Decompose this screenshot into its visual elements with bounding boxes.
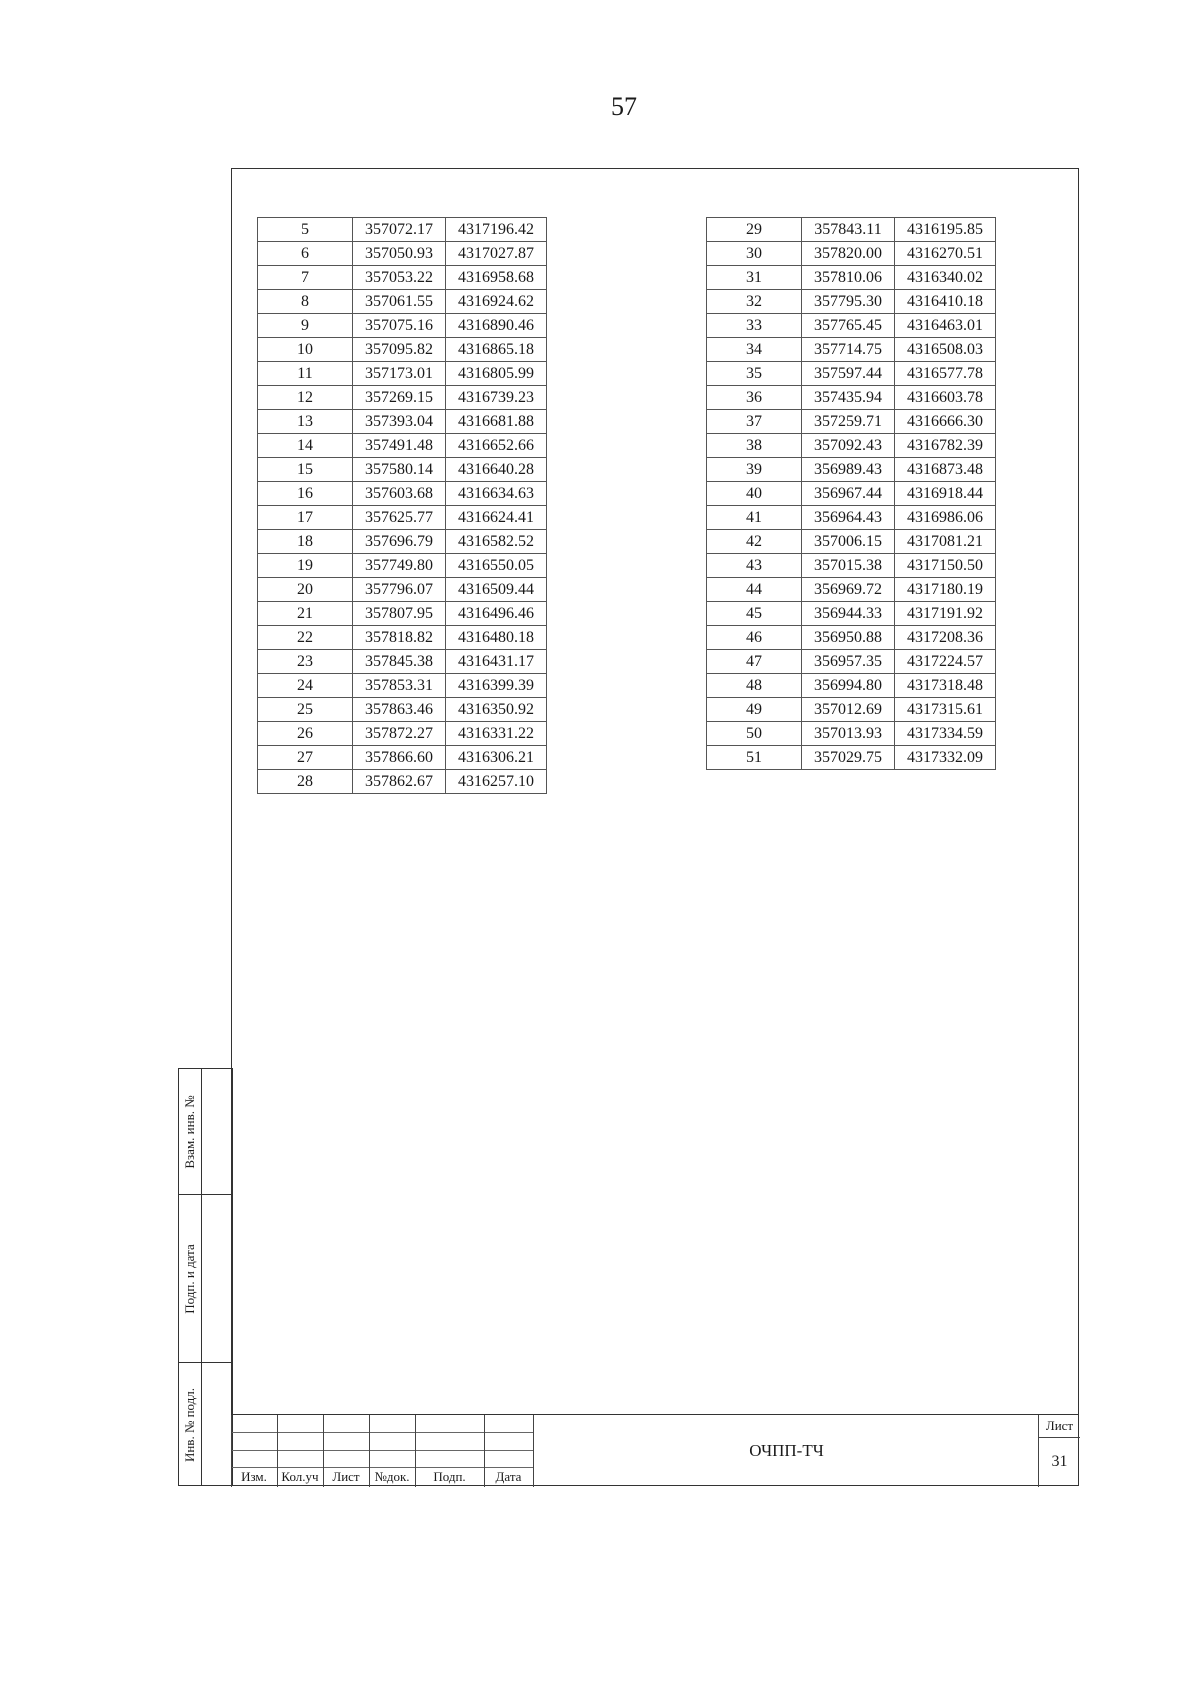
y-coordinate-cell: 4316577.78 bbox=[895, 362, 996, 386]
table-row bbox=[707, 338, 996, 362]
table-row bbox=[258, 650, 547, 674]
x-coordinate-cell: 356989.43 bbox=[802, 458, 895, 482]
x-coordinate-cell: 357843.11 bbox=[802, 218, 895, 242]
table-row bbox=[258, 554, 547, 578]
point-number-cell: 41 bbox=[707, 506, 802, 530]
table-row bbox=[707, 554, 996, 578]
table-row bbox=[707, 482, 996, 506]
point-number-cell: 8 bbox=[258, 290, 353, 314]
table-row bbox=[707, 530, 996, 554]
point-number-cell: 16 bbox=[258, 482, 353, 506]
sheet-label: Лист bbox=[1039, 1415, 1080, 1438]
table-row bbox=[707, 410, 996, 434]
table-row bbox=[258, 698, 547, 722]
inv-podl-label: Инв. № подл. bbox=[182, 1387, 197, 1463]
y-coordinate-cell: 4316666.30 bbox=[895, 410, 996, 434]
table-row bbox=[258, 506, 547, 530]
stamp-header-list: Лист bbox=[332, 1469, 360, 1484]
x-coordinate-cell: 357696.79 bbox=[353, 530, 446, 554]
x-coordinate-cell: 356969.72 bbox=[802, 578, 895, 602]
table-row bbox=[707, 698, 996, 722]
point-number-cell: 23 bbox=[258, 650, 353, 674]
y-coordinate-cell: 4317334.59 bbox=[895, 722, 996, 746]
coordinates-table-right bbox=[706, 217, 996, 770]
y-coordinate-cell: 4316410.18 bbox=[895, 290, 996, 314]
x-coordinate-cell: 356994.80 bbox=[802, 674, 895, 698]
y-coordinate-cell: 4316508.03 bbox=[895, 338, 996, 362]
point-number-cell: 7 bbox=[258, 266, 353, 290]
x-coordinate-cell: 357862.67 bbox=[353, 770, 446, 794]
point-number-cell: 47 bbox=[707, 650, 802, 674]
x-coordinate-cell: 357603.68 bbox=[353, 482, 446, 506]
point-number-cell: 29 bbox=[707, 218, 802, 242]
table-row bbox=[258, 626, 547, 650]
x-coordinate-cell: 357013.93 bbox=[802, 722, 895, 746]
point-number-cell: 34 bbox=[707, 338, 802, 362]
y-coordinate-cell: 4317081.21 bbox=[895, 530, 996, 554]
point-number-cell: 37 bbox=[707, 410, 802, 434]
point-number-cell: 43 bbox=[707, 554, 802, 578]
x-coordinate-cell: 357269.15 bbox=[353, 386, 446, 410]
y-coordinate-cell: 4316195.85 bbox=[895, 218, 996, 242]
table-row bbox=[707, 458, 996, 482]
table-row bbox=[707, 266, 996, 290]
y-coordinate-cell: 4316509.44 bbox=[446, 578, 547, 602]
coordinates-table-left bbox=[257, 217, 547, 794]
point-number-cell: 27 bbox=[258, 746, 353, 770]
x-coordinate-cell: 357807.95 bbox=[353, 602, 446, 626]
point-number-cell: 35 bbox=[707, 362, 802, 386]
y-coordinate-cell: 4317150.50 bbox=[895, 554, 996, 578]
y-coordinate-cell: 4316652.66 bbox=[446, 434, 547, 458]
sheet-number: 31 bbox=[1051, 1453, 1068, 1470]
x-coordinate-cell: 357810.06 bbox=[802, 266, 895, 290]
y-coordinate-cell: 4316603.78 bbox=[895, 386, 996, 410]
podp-data-label: Подп. и дата bbox=[182, 1243, 197, 1314]
side-approval-strip bbox=[178, 1068, 233, 1486]
y-coordinate-cell: 4316634.63 bbox=[446, 482, 547, 506]
y-coordinate-cell: 4316681.88 bbox=[446, 410, 547, 434]
x-coordinate-cell: 357006.15 bbox=[802, 530, 895, 554]
y-coordinate-cell: 4316782.39 bbox=[895, 434, 996, 458]
x-coordinate-cell: 357795.30 bbox=[802, 290, 895, 314]
point-number-cell: 40 bbox=[707, 482, 802, 506]
y-coordinate-cell: 4316890.46 bbox=[446, 314, 547, 338]
point-number-cell: 36 bbox=[707, 386, 802, 410]
stamp-header-podp: Подп. bbox=[433, 1469, 466, 1484]
stamp-header-koluch: Кол.уч bbox=[281, 1469, 319, 1484]
point-number-cell: 32 bbox=[707, 290, 802, 314]
table-row bbox=[707, 674, 996, 698]
table-row bbox=[707, 314, 996, 338]
x-coordinate-cell: 356957.35 bbox=[802, 650, 895, 674]
x-coordinate-cell: 357863.46 bbox=[353, 698, 446, 722]
vzam-inv-label: Взам. инв. № bbox=[182, 1094, 197, 1169]
y-coordinate-cell: 4316624.41 bbox=[446, 506, 547, 530]
x-coordinate-cell: 357625.77 bbox=[353, 506, 446, 530]
table-row bbox=[707, 506, 996, 530]
x-coordinate-cell: 357012.69 bbox=[802, 698, 895, 722]
point-number-cell: 22 bbox=[258, 626, 353, 650]
x-coordinate-cell: 356967.44 bbox=[802, 482, 895, 506]
title-block bbox=[231, 1414, 1079, 1486]
table-row bbox=[258, 674, 547, 698]
point-number-cell: 6 bbox=[258, 242, 353, 266]
point-number-cell: 39 bbox=[707, 458, 802, 482]
y-coordinate-cell: 4316270.51 bbox=[895, 242, 996, 266]
table-row bbox=[258, 218, 547, 242]
x-coordinate-cell: 357015.38 bbox=[802, 554, 895, 578]
x-coordinate-cell: 357597.44 bbox=[802, 362, 895, 386]
y-coordinate-cell: 4316582.52 bbox=[446, 530, 547, 554]
x-coordinate-cell: 357749.80 bbox=[353, 554, 446, 578]
x-coordinate-cell: 357061.55 bbox=[353, 290, 446, 314]
x-coordinate-cell: 357075.16 bbox=[353, 314, 446, 338]
podp-data-cell bbox=[179, 1195, 232, 1363]
point-number-cell: 13 bbox=[258, 410, 353, 434]
x-coordinate-cell: 357393.04 bbox=[353, 410, 446, 434]
table-row bbox=[707, 218, 996, 242]
table-row bbox=[258, 602, 547, 626]
table-row bbox=[258, 290, 547, 314]
table-row bbox=[258, 242, 547, 266]
table-row bbox=[258, 770, 547, 794]
point-number-cell: 33 bbox=[707, 314, 802, 338]
table-row bbox=[707, 578, 996, 602]
y-coordinate-cell: 4316480.18 bbox=[446, 626, 547, 650]
x-coordinate-cell: 357580.14 bbox=[353, 458, 446, 482]
point-number-cell: 12 bbox=[258, 386, 353, 410]
table-row bbox=[258, 482, 547, 506]
y-coordinate-cell: 4316739.23 bbox=[446, 386, 547, 410]
x-coordinate-cell: 357072.17 bbox=[353, 218, 446, 242]
y-coordinate-cell: 4316640.28 bbox=[446, 458, 547, 482]
point-number-cell: 44 bbox=[707, 578, 802, 602]
point-number-cell: 50 bbox=[707, 722, 802, 746]
x-coordinate-cell: 357173.01 bbox=[353, 362, 446, 386]
inv-podl-cell bbox=[179, 1363, 232, 1487]
x-coordinate-cell: 356964.43 bbox=[802, 506, 895, 530]
point-number-cell: 31 bbox=[707, 266, 802, 290]
document-code: ОЧПП-ТЧ bbox=[533, 1415, 1039, 1487]
y-coordinate-cell: 4317027.87 bbox=[446, 242, 547, 266]
point-number-cell: 21 bbox=[258, 602, 353, 626]
x-coordinate-cell: 357866.60 bbox=[353, 746, 446, 770]
x-coordinate-cell: 357095.82 bbox=[353, 338, 446, 362]
table-row bbox=[258, 386, 547, 410]
y-coordinate-cell: 4317224.57 bbox=[895, 650, 996, 674]
x-coordinate-cell: 357053.22 bbox=[353, 266, 446, 290]
x-coordinate-cell: 356950.88 bbox=[802, 626, 895, 650]
stamp-header-izm: Изм. bbox=[241, 1469, 267, 1484]
point-number-cell: 14 bbox=[258, 434, 353, 458]
x-coordinate-cell: 357818.82 bbox=[353, 626, 446, 650]
table-row bbox=[707, 362, 996, 386]
y-coordinate-cell: 4316918.44 bbox=[895, 482, 996, 506]
table-row bbox=[258, 530, 547, 554]
table-row bbox=[258, 362, 547, 386]
y-coordinate-cell: 4316399.39 bbox=[446, 674, 547, 698]
table-row bbox=[707, 626, 996, 650]
y-coordinate-cell: 4316550.05 bbox=[446, 554, 547, 578]
point-number-cell: 49 bbox=[707, 698, 802, 722]
table-row bbox=[707, 434, 996, 458]
point-number-cell: 51 bbox=[707, 746, 802, 770]
point-number-cell: 26 bbox=[258, 722, 353, 746]
y-coordinate-cell: 4316958.68 bbox=[446, 266, 547, 290]
point-number-cell: 9 bbox=[258, 314, 353, 338]
y-coordinate-cell: 4316924.62 bbox=[446, 290, 547, 314]
point-number-cell: 25 bbox=[258, 698, 353, 722]
stamp-header-ndok: №док. bbox=[374, 1469, 410, 1484]
point-number-cell: 19 bbox=[258, 554, 353, 578]
x-coordinate-cell: 357491.48 bbox=[353, 434, 446, 458]
y-coordinate-cell: 4316496.46 bbox=[446, 602, 547, 626]
y-coordinate-cell: 4316431.17 bbox=[446, 650, 547, 674]
table-row bbox=[258, 266, 547, 290]
point-number-cell: 5 bbox=[258, 218, 353, 242]
y-coordinate-cell: 4316306.21 bbox=[446, 746, 547, 770]
x-coordinate-cell: 357765.45 bbox=[802, 314, 895, 338]
x-coordinate-cell: 357845.38 bbox=[353, 650, 446, 674]
page-number: 57 bbox=[611, 92, 637, 121]
point-number-cell: 10 bbox=[258, 338, 353, 362]
x-coordinate-cell: 356944.33 bbox=[802, 602, 895, 626]
table-row bbox=[258, 578, 547, 602]
table-row bbox=[707, 746, 996, 770]
point-number-cell: 24 bbox=[258, 674, 353, 698]
y-coordinate-cell: 4316331.22 bbox=[446, 722, 547, 746]
x-coordinate-cell: 357853.31 bbox=[353, 674, 446, 698]
y-coordinate-cell: 4317196.42 bbox=[446, 218, 547, 242]
sheet-box bbox=[1038, 1415, 1080, 1487]
x-coordinate-cell: 357050.93 bbox=[353, 242, 446, 266]
x-coordinate-cell: 357820.00 bbox=[802, 242, 895, 266]
table-row bbox=[258, 410, 547, 434]
point-number-cell: 46 bbox=[707, 626, 802, 650]
y-coordinate-cell: 4317208.36 bbox=[895, 626, 996, 650]
point-number-cell: 18 bbox=[258, 530, 353, 554]
x-coordinate-cell: 357714.75 bbox=[802, 338, 895, 362]
table-row bbox=[258, 746, 547, 770]
point-number-cell: 30 bbox=[707, 242, 802, 266]
table-row bbox=[707, 242, 996, 266]
x-coordinate-cell: 357872.27 bbox=[353, 722, 446, 746]
point-number-cell: 38 bbox=[707, 434, 802, 458]
y-coordinate-cell: 4316865.18 bbox=[446, 338, 547, 362]
point-number-cell: 20 bbox=[258, 578, 353, 602]
x-coordinate-cell: 357029.75 bbox=[802, 746, 895, 770]
point-number-cell: 42 bbox=[707, 530, 802, 554]
table-row bbox=[258, 458, 547, 482]
x-coordinate-cell: 357092.43 bbox=[802, 434, 895, 458]
point-number-cell: 28 bbox=[258, 770, 353, 794]
y-coordinate-cell: 4316340.02 bbox=[895, 266, 996, 290]
x-coordinate-cell: 357796.07 bbox=[353, 578, 446, 602]
point-number-cell: 48 bbox=[707, 674, 802, 698]
point-number-cell: 45 bbox=[707, 602, 802, 626]
point-number-cell: 15 bbox=[258, 458, 353, 482]
y-coordinate-cell: 4317332.09 bbox=[895, 746, 996, 770]
y-coordinate-cell: 4317315.61 bbox=[895, 698, 996, 722]
x-coordinate-cell: 357259.71 bbox=[802, 410, 895, 434]
y-coordinate-cell: 4316986.06 bbox=[895, 506, 996, 530]
y-coordinate-cell: 4317191.92 bbox=[895, 602, 996, 626]
title-block-grid bbox=[231, 1415, 533, 1487]
x-coordinate-cell: 357435.94 bbox=[802, 386, 895, 410]
y-coordinate-cell: 4316463.01 bbox=[895, 314, 996, 338]
table-row bbox=[258, 722, 547, 746]
stamp-header-data: Дата bbox=[495, 1469, 522, 1484]
point-number-cell: 17 bbox=[258, 506, 353, 530]
table-row bbox=[707, 722, 996, 746]
y-coordinate-cell: 4317180.19 bbox=[895, 578, 996, 602]
y-coordinate-cell: 4316257.10 bbox=[446, 770, 547, 794]
y-coordinate-cell: 4316873.48 bbox=[895, 458, 996, 482]
table-row bbox=[707, 650, 996, 674]
y-coordinate-cell: 4316805.99 bbox=[446, 362, 547, 386]
table-row bbox=[707, 386, 996, 410]
y-coordinate-cell: 4317318.48 bbox=[895, 674, 996, 698]
table-row bbox=[258, 338, 547, 362]
vzam-inv-cell bbox=[179, 1069, 232, 1195]
table-row bbox=[258, 314, 547, 338]
table-row bbox=[258, 434, 547, 458]
y-coordinate-cell: 4316350.92 bbox=[446, 698, 547, 722]
table-row bbox=[707, 290, 996, 314]
point-number-cell: 11 bbox=[258, 362, 353, 386]
table-row bbox=[707, 602, 996, 626]
